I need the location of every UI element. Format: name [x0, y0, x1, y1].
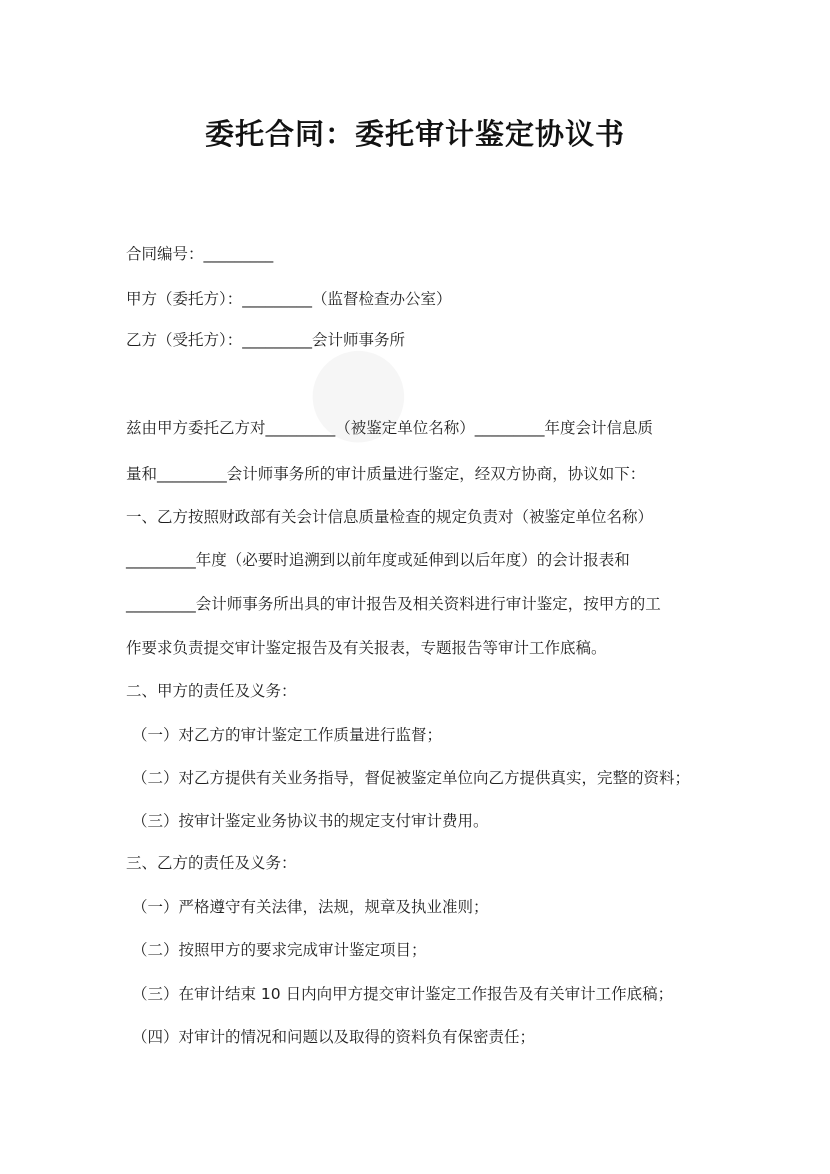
clause1-line-1: 一、乙方按照财政部有关会计信息质量检查的规定负责对（被鉴定单位名称） [126, 508, 654, 526]
clause2-item-3: （三）按审计鉴定业务协议书的规定支付审计费用。 [132, 812, 489, 830]
clause1-line-4: 作要求负责提交审计鉴定报告及有关报表，专题报告等审计工作底稿。 [126, 639, 607, 657]
clause3-item-3: （三）在审计结束 10 日内向甲方提交审计鉴定工作报告及有关审计工作底稿； [132, 985, 674, 1003]
clause2-heading: 二、甲方的责任及义务： [126, 682, 297, 700]
clause3-heading: 三、乙方的责任及义务： [126, 854, 297, 872]
clause3-item-1: （一）严格遵守有关法律，法规，规章及执业准则； [132, 898, 489, 916]
clause3-item-2: （二）按照甲方的要求完成审计鉴定项目； [132, 941, 427, 959]
clause3-item-4: （四）对审计的情况和问题以及取得的资料负有保密责任； [132, 1028, 536, 1046]
contract-number: 合同编号：_________ [126, 245, 274, 263]
clause1-line-2: _________年度（必要时追溯到以前年度或延伸到以后年度）的会计报表和 [126, 551, 630, 569]
document-title: 委托合同：委托审计鉴定协议书 [204, 117, 625, 151]
intro-line-2: 量和_________会计师事务所的审计质量进行鉴定，经双方协商，协议如下： [126, 465, 646, 483]
clause1-line-3: _________会计师事务所出具的审计报告及相关资料进行审计鉴定，按甲方的工 [126, 595, 661, 613]
party-a: 甲方（委托方）：_________（监督检查办公室） [126, 290, 452, 308]
watermark [268, 303, 438, 477]
party-b: 乙方（受托方）：_________会计师事务所 [126, 331, 406, 349]
clause2-item-2: （二）对乙方提供有关业务指导，督促被鉴定单位向乙方提供真实，完整的资料； [132, 769, 691, 787]
clause2-item-1: （一）对乙方的审计鉴定工作质量进行监督； [132, 726, 443, 744]
intro-line-1: 兹由甲方委托乙方对_________（被鉴定单位名称）_________年度会计信息质 [126, 419, 654, 437]
